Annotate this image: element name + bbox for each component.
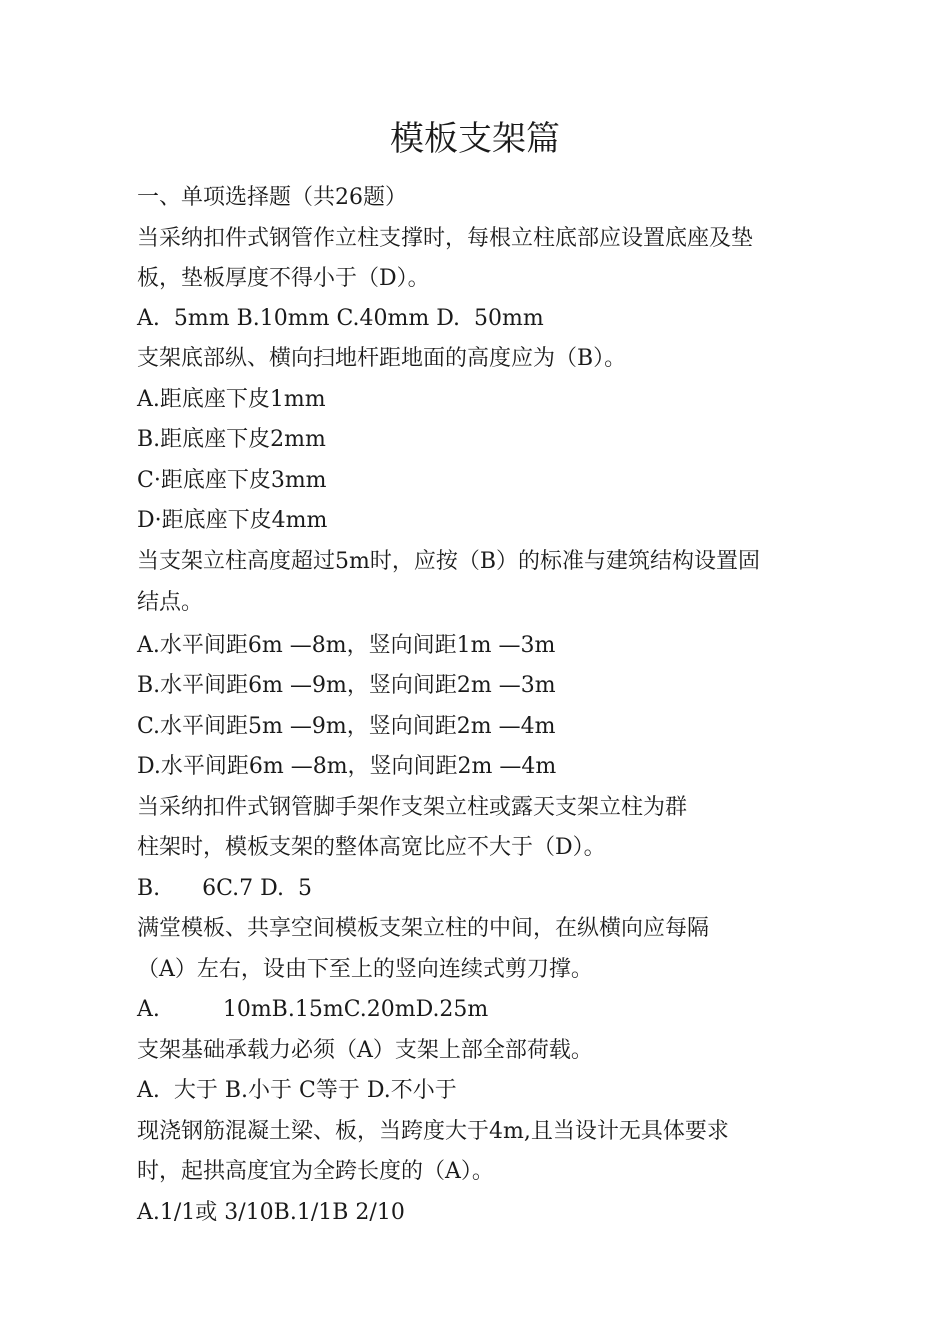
- question-text: 时，起拱高度宜为全跨长度的（A）。: [137, 1159, 494, 1184]
- answer-options: B. 6C.7 D. 5: [137, 876, 312, 901]
- answer-option: C.水平间距5m —9m，竖向间距2m —4m: [137, 714, 556, 739]
- answer-options: A.1/1或 3/10B.1/1B 2/10: [137, 1200, 405, 1225]
- question-text: 当采纳扣件式钢管作立柱支撑时，每根立柱底部应设置底座及垫: [137, 226, 754, 251]
- section-heading: 一、单项选择题（共26题）: [137, 185, 407, 210]
- question-text: （A）左右，设由下至上的竖向连续式剪刀撑。: [137, 957, 593, 982]
- answer-option: B.距底座下皮2mm: [137, 427, 326, 452]
- question-text: 支架基础承载力必须（A）支架上部全部荷载。: [137, 1038, 593, 1063]
- answer-options: A. 大于 B.小于 C等于 D.不小于: [137, 1078, 457, 1103]
- question-text: 结点。: [137, 590, 204, 615]
- answer-option: A.水平间距6m —8m，竖向间距1m —3m: [137, 633, 556, 658]
- answer-option: D.水平间距6m —8m，竖向间距2m —4m: [137, 754, 557, 779]
- question-text: 支架底部纵、横向扫地杆距地面的高度应为（B）。: [137, 346, 627, 371]
- answer-option: A.距底座下皮1mm: [137, 387, 326, 412]
- document-title: 模板支架篇: [390, 119, 560, 159]
- question-text: 满堂模板、共享空间模板支架立柱的中间，在纵横向应每隔: [137, 916, 710, 941]
- question-text: 柱架时，模板支架的整体高宽比应不大于（D）。: [137, 835, 606, 860]
- question-text: 现浇钢筋混凝土梁、板，当跨度大于4m,且当设计无具体要求: [137, 1119, 729, 1144]
- question-text: 板，垫板厚度不得小于（D）。: [137, 266, 430, 291]
- question-text: 当支架立柱高度超过5m时，应按（B）的标准与建筑结构设置固: [137, 549, 761, 574]
- answer-option: B.水平间距6m —9m，竖向间距2m —3m: [137, 673, 556, 698]
- answer-options: A. 10mB.15mC.20mD.25m: [137, 997, 489, 1022]
- answer-options: A. 5mm B.10mm C.40mm D. 50mm: [137, 306, 544, 331]
- answer-option: C·距底座下皮3mm: [137, 468, 327, 493]
- question-text: 当采纳扣件式钢管脚手架作支架立柱或露天支架立柱为群: [137, 795, 688, 820]
- answer-option: D·距底座下皮4mm: [137, 508, 328, 533]
